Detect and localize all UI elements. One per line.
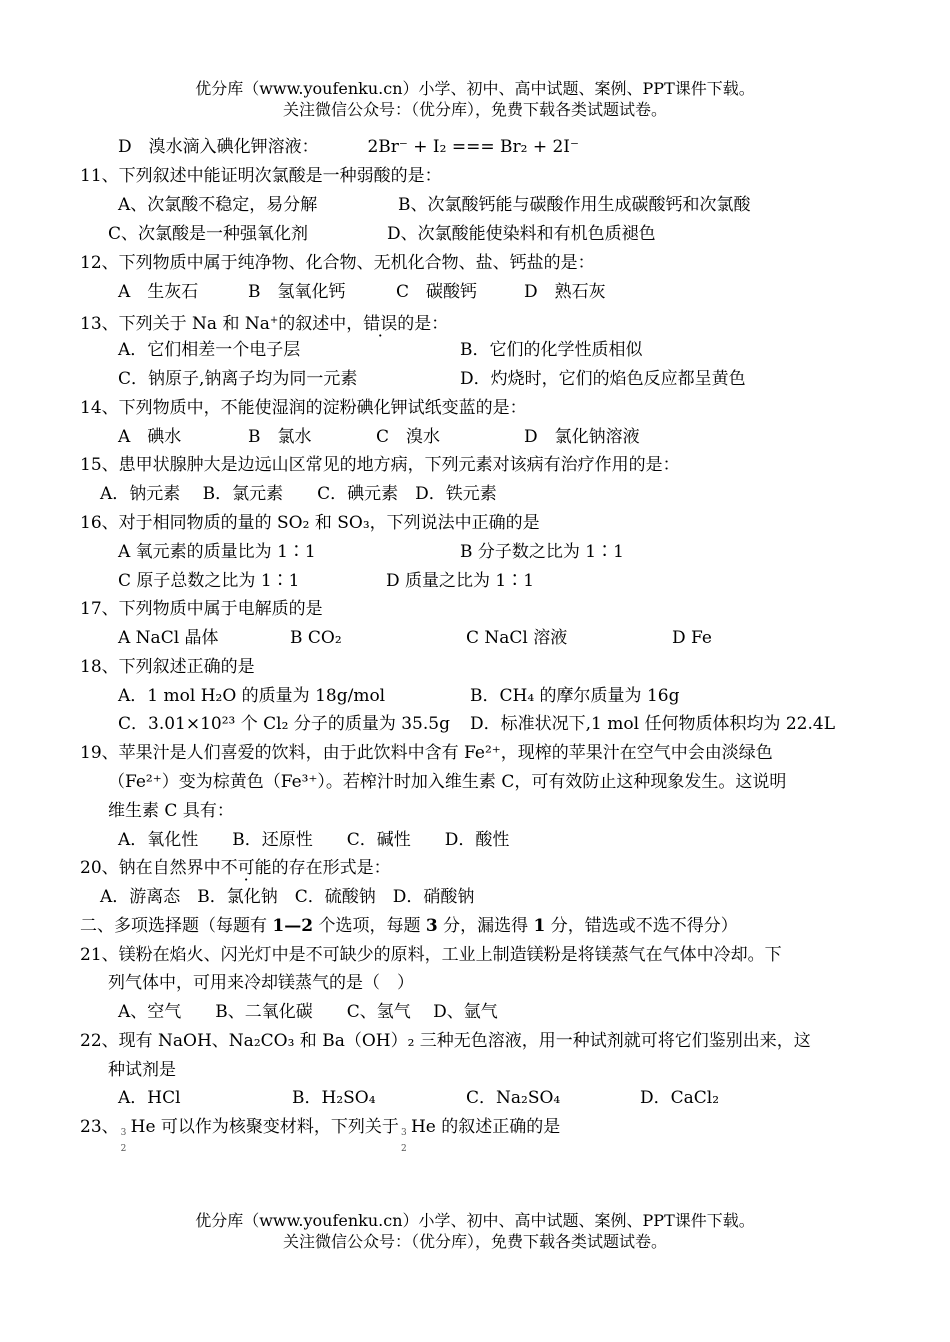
q20-stem-pre: 20、钠在自然界中 bbox=[80, 858, 221, 878]
q23-part-1: He 可以作为核聚变材料，下列关于 bbox=[130, 1117, 399, 1137]
q17-option-a: A NaCl 晶体 bbox=[118, 628, 219, 648]
q11-option-c: C、次氯酸是一种强氧化剂 bbox=[108, 224, 309, 244]
q13-stem bbox=[80, 309, 448, 336]
q13-option-b: B．它们的化学性质相似 bbox=[460, 340, 643, 360]
q22-option-a: A．HCl bbox=[118, 1088, 181, 1108]
q14-option-c: C 溴水 bbox=[376, 427, 441, 447]
section2-bold-range: 1—2 bbox=[272, 916, 314, 936]
q13-stem-sup: + bbox=[269, 315, 279, 326]
he3-isotope-notation-2 bbox=[399, 1115, 411, 1154]
mass-number: 3 bbox=[120, 1128, 127, 1138]
q11-option-b: B、次氯酸钙能与碳酸作用生成碳酸钙和次氯酸 bbox=[398, 195, 751, 215]
q17-stem: 17、下列物质中属于电解质的是 bbox=[80, 599, 323, 619]
q21-options: A、空气 B、二氧化碳 C、氢气 D、氩气 bbox=[118, 1002, 498, 1022]
q11-stem: 11、下列叙述中能证明次氯酸是一种弱酸的是： bbox=[80, 166, 442, 186]
q19-line-3: 维生素 C 具有： bbox=[108, 801, 234, 821]
q18-option-b: B．CH₄ 的摩尔质量为 16g bbox=[470, 686, 680, 706]
q19-options: A．氧化性 B．还原性 C．碱性 D．酸性 bbox=[118, 830, 510, 850]
q13-option-c: C．钠原子,钠离子均为同一元素 bbox=[118, 369, 358, 389]
q18-option-c: C．3.01×10²³ 个 Cl₂ 分子的质量为 35.5g bbox=[118, 714, 450, 734]
footer-line-2: 关注微信公众号：（优分库），免费下载各类试题试卷。 bbox=[282, 1232, 667, 1251]
section2-bold-score: 3 bbox=[425, 916, 438, 936]
page-header bbox=[0, 78, 950, 120]
q13-emphasis: 错误 bbox=[363, 314, 398, 334]
section2-pre: 二、多项选择题（每题有 bbox=[80, 916, 273, 936]
q16-option-a: A 氧元素的质量比为 1∶1 bbox=[118, 542, 316, 562]
q15-options: A．钠元素 B．氯元素 C．碘元素 D．铁元素 bbox=[100, 484, 497, 504]
q12-stem: 12、下列物质中属于纯净物、化合物、无机化合物、盐、钙盐的是： bbox=[80, 253, 595, 273]
section2-post: 分，错选或不选不得分） bbox=[545, 916, 738, 936]
q17-option-d: D Fe bbox=[672, 628, 712, 648]
q22-option-c: C．Na₂SO₄ bbox=[466, 1088, 561, 1108]
q16-option-b: B 分子数之比为 1∶1 bbox=[460, 542, 624, 562]
q14-option-d: D 氯化钠溶液 bbox=[524, 427, 640, 447]
q22-line-1: 22、现有 NaOH、Na₂CO₃ 和 Ba（OH）₂ 三种无色溶液，用一种试剂就可将它们鉴别出来，这 bbox=[80, 1031, 811, 1051]
q23-part-2: He 的叙述正确的是 bbox=[410, 1117, 561, 1137]
q16-stem: 16、对于相同物质的量的 SO₂ 和 SO₃，下列说法中正确的是 bbox=[80, 513, 540, 533]
q22-line-2: 种试剂是 bbox=[108, 1060, 176, 1080]
q17-option-c: C NaCl 溶液 bbox=[466, 628, 568, 648]
section2-mid2: 分，漏选得 bbox=[437, 916, 534, 936]
q22-option-b: B．H₂SO₄ bbox=[292, 1088, 376, 1108]
q16-option-d: D 质量之比为 1∶1 bbox=[386, 571, 535, 591]
q23-number: 23、 bbox=[80, 1117, 119, 1137]
q10-d-label: D 溴水滴入碘化钾溶液： bbox=[118, 137, 319, 157]
atomic-number: 2 bbox=[120, 1144, 127, 1154]
q13-option-a: A．它们相差一个电子层 bbox=[118, 340, 301, 360]
q16-option-c: C 原子总数之比为 1∶1 bbox=[118, 571, 300, 591]
header-line-2: 关注微信公众号：（优分库），免费下载各类试题试卷。 bbox=[282, 100, 667, 119]
q20-stem bbox=[80, 856, 391, 880]
q21-line-2: 列气体中，可用来冷却镁蒸气的是（ ） bbox=[108, 973, 414, 993]
q22-option-d: D．CaCl₂ bbox=[640, 1088, 720, 1108]
q12-option-d: D 熟石灰 bbox=[524, 282, 606, 302]
q11-option-a: A、次氯酸不稳定，易分解 bbox=[118, 195, 318, 215]
q10-d-equation: 2Br⁻ + I₂ === Br₂ + 2I⁻ bbox=[367, 137, 579, 157]
q20-stem-post: 的存在形式是： bbox=[271, 858, 391, 878]
q14-option-b: B 氯水 bbox=[248, 427, 312, 447]
footer-line-1: 优分库（www.youfenku.cn）小学、初中、高中试题、案例、PPT课件下载。 bbox=[195, 1211, 755, 1230]
q23-stem bbox=[80, 1115, 561, 1154]
q10-option-d bbox=[118, 135, 579, 159]
q12-option-a: A 生灰石 bbox=[118, 282, 199, 302]
atomic-number-2: 2 bbox=[400, 1144, 407, 1154]
section2-mid1: 个选项，每题 bbox=[313, 916, 426, 936]
header-line-1: 优分库（www.youfenku.cn）小学、初中、高中试题、案例、PPT课件下载。 bbox=[195, 79, 755, 98]
q14-stem: 14、下列物质中，不能使湿润的淀粉碘化钾试纸变蓝的是： bbox=[80, 398, 527, 418]
q20-emphasis: 不可能 bbox=[220, 858, 272, 878]
q19-line-1: 19、苹果汁是人们喜爱的饮料，由于此饮料中含有 Fe²⁺，现榨的苹果汁在空气中会由淡绿色 bbox=[80, 743, 773, 763]
q17-option-b: B CO₂ bbox=[290, 628, 342, 648]
q20-options: A．游离态 B．氯化钠 C．硫酸钠 D．硝酸钠 bbox=[100, 887, 475, 907]
q13-stem-post: 的是： bbox=[397, 314, 449, 334]
section-2-heading bbox=[80, 914, 738, 938]
q11-option-d: D、次氯酸能使染料和有机色质褪色 bbox=[387, 224, 656, 244]
section2-bold-partial: 1 bbox=[533, 916, 546, 936]
q13-stem-pre: 13、下列关于 Na 和 Na bbox=[80, 314, 270, 334]
q12-option-c: C 碳酸钙 bbox=[396, 282, 478, 302]
q18-option-a: A．1 mol H₂O 的质量为 18g/mol bbox=[118, 686, 386, 706]
q13-option-d: D．灼烧时，它们的焰色反应都呈黄色 bbox=[460, 369, 746, 389]
q14-option-a: A 碘水 bbox=[118, 427, 182, 447]
mass-number-2: 3 bbox=[400, 1128, 407, 1138]
q21-line-1: 21、镁粉在焰火、闪光灯中是不可缺少的原料，工业上制造镁粉是将镁蒸气在气体中冷却。下 bbox=[80, 945, 782, 965]
he3-isotope-notation bbox=[119, 1115, 131, 1154]
q18-option-d: D．标准状况下,1 mol 任何物质体积均为 22.4L bbox=[470, 714, 835, 734]
page-footer bbox=[0, 1210, 950, 1252]
q15-stem: 15、患甲状腺肿大是边远山区常见的地方病，下列元素对该病有治疗作用的是： bbox=[80, 455, 680, 475]
q12-option-b: B 氢氧化钙 bbox=[248, 282, 346, 302]
q19-line-2: （Fe²⁺）变为棕黄色（Fe³⁺）。若榨汁时加入维生素 C，可有效防止这种现象发生。这说明 bbox=[108, 772, 787, 792]
q18-stem: 18、下列叙述正确的是 bbox=[80, 657, 255, 677]
q13-stem-mid: 的叙述中， bbox=[278, 314, 364, 334]
